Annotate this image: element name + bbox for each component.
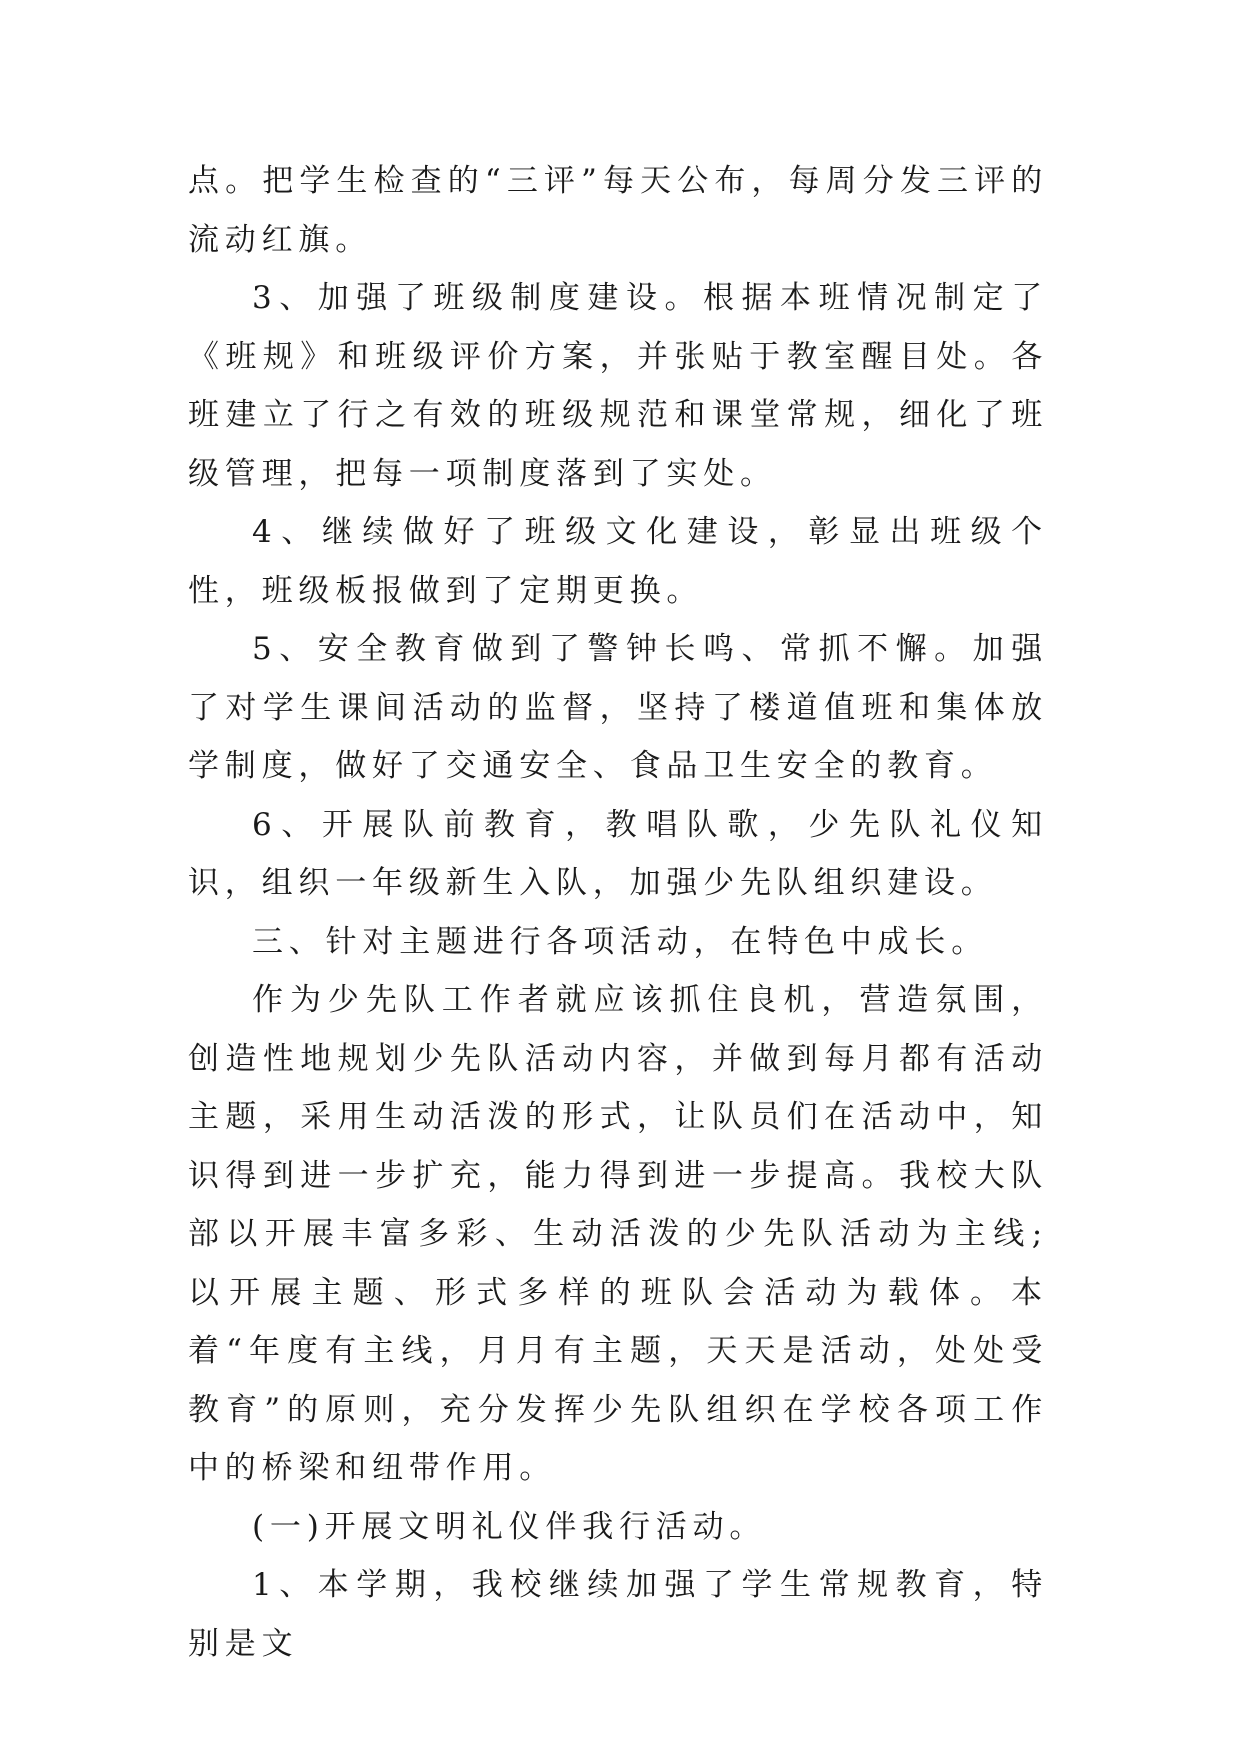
section-heading-3: 三、针对主题进行各项活动，在特色中成长。 <box>252 923 988 960</box>
paragraph-continuation: 点。把学生检查的“三评”每天公布，每周分发三评的流动红旗。 <box>188 163 1048 258</box>
paragraph-item-4: 4、继续做好了班级文化建设，彰显出班级个性，班级板报做到了定期更换。 <box>188 514 1048 609</box>
paragraph-subitem-1: 1、本学期，我校继续加强了学生常规教育，特别是文 <box>188 1567 1048 1662</box>
paragraph-item-3: 3、加强了班级制度建设。根据本班情况制定了《班规》和班级评价方案，并张贴于教室醒目处。各班建立了行之有效的班级规范和课堂常规，细化了班级管理，把每一项制度落到了实处。 <box>188 280 1048 492</box>
paragraph-item-6: 6、开展队前教育，教唱队歌，少先队礼仪知识，组织一年级新生入队，加强少先队组织建设。 <box>188 806 1048 901</box>
document-page <box>188 152 1048 1673</box>
subsection-heading-1: (一)开展文明礼仪伴我行活动。 <box>252 1508 767 1545</box>
paragraph-body: 作为少先队工作者就应该抓住良机，营造氛围，创造性地规划少先队活动内容，并做到每月都有活动主题，采用生动活泼的形式，让队员们在活动中，知识得到进一步扩充，能力得到进一步提高。我校大队部以开展丰富多彩、生动活泼的少先队活动为主线;以开展主题、形式多样的班队会活动为载体。本着“年度有主线，月月有主题，天天是活动，处处受教育”的原则，充分发挥少先队组织在学校各项工作中的桥梁和纽带作用。 <box>188 982 1048 1486</box>
paragraph-item-5: 5、安全教育做到了警钟长鸣、常抓不懈。加强了对学生课间活动的监督，坚持了楼道值班和集体放学制度，做好了交通安全、食品卫生安全的教育。 <box>188 631 1048 784</box>
